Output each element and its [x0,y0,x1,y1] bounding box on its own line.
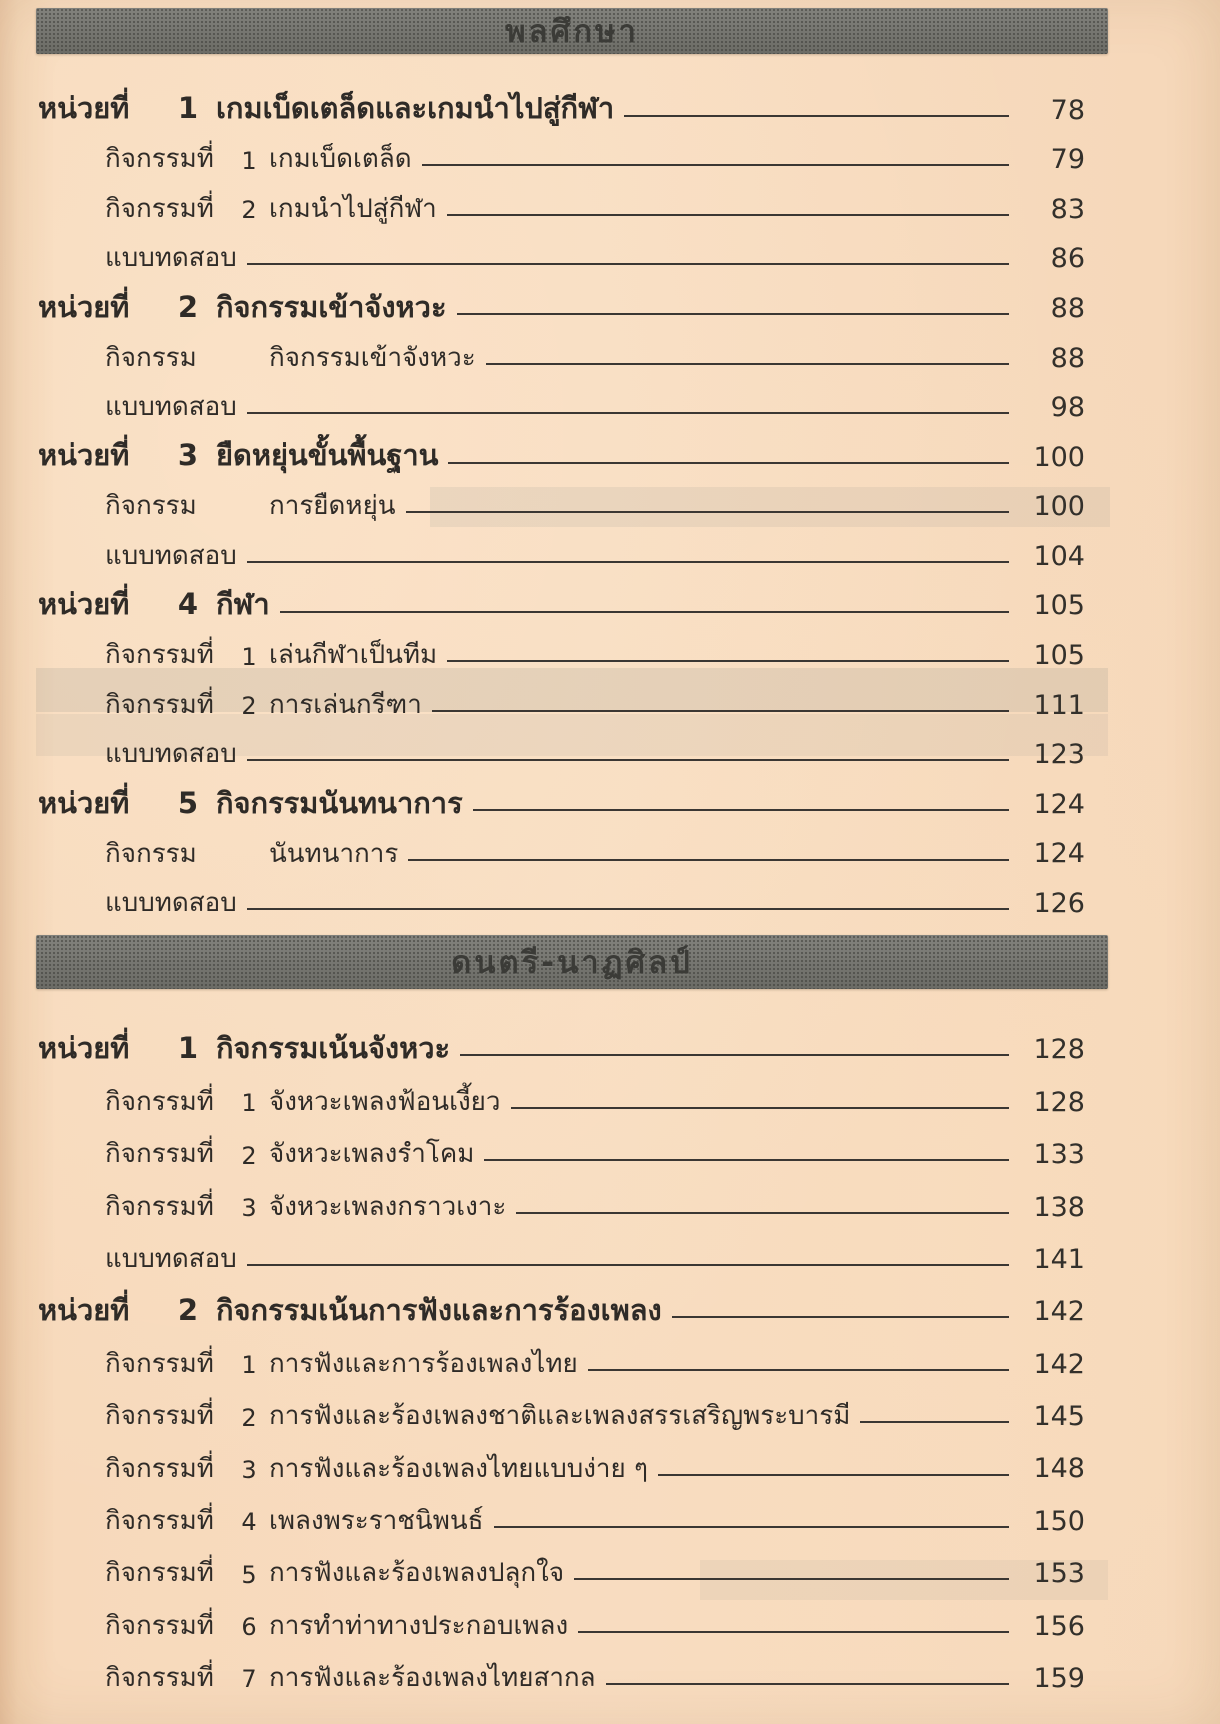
toc-row-unit [38,1013,1085,1065]
entry-title: การฟังและร้องเพลงชาติและเพลงสรรเสริญพระบารมี [269,1401,851,1432]
leader-line [460,1054,1009,1056]
entry-number: 3 [241,1193,257,1222]
section-header-music-dramatic-arts [36,935,1108,989]
page-number: 123 [1033,739,1085,771]
toc-row-unit [38,572,1085,622]
leader-line [422,164,1009,166]
toc-row-test [38,374,1085,424]
toc-row-activity [38,1065,1085,1117]
page-number: 83 [1050,193,1085,225]
toc-row-activity [38,1170,1085,1222]
leader-line [486,363,1009,365]
page-number: 86 [1050,243,1085,275]
page-number: 100 [1033,491,1085,523]
entry-label: หน่วยที่ [38,91,130,126]
leader-line [247,759,1009,761]
page-number: 126 [1033,888,1085,920]
leader-line [247,908,1009,910]
entry-number: 2 [177,289,199,324]
leader-line [511,1107,1010,1109]
entry-label: กิจกรรมที่ [105,1086,214,1117]
leader-line [484,1159,1009,1161]
toc-row-activity [38,175,1085,225]
leader-line [516,1212,1009,1214]
toc-row-activity [38,473,1085,523]
entry-label: แบบทดสอบ [105,739,237,770]
entry-number: 2 [241,1141,257,1170]
entry-title: เกมเบ็ดเตล็ดและเกมนำไปสู่กีฬา [216,91,615,126]
page-number: 150 [1033,1505,1085,1537]
leader-line [247,1264,1009,1266]
page-number: 128 [1033,1086,1085,1118]
page-number: 153 [1033,1558,1085,1590]
page-number: 104 [1033,540,1085,572]
page-number: 156 [1033,1610,1085,1642]
entry-title: การทำท่าทางประกอบเพลง [269,1610,569,1641]
entry-label: กิจกรรมที่ [105,640,214,671]
page-number: 100 [1033,441,1085,473]
entry-number: 2 [241,196,257,225]
page-number: 124 [1033,838,1085,870]
page-number: 142 [1033,1296,1085,1328]
entry-title: นันทนาการ [269,838,399,869]
entry-label: แบบทดสอบ [105,243,237,274]
leader-line [247,263,1009,265]
entry-title: ยืดหยุ่นขั้นพื้นฐาน [216,438,439,473]
entry-label: กิจกรรมที่ [105,1139,214,1170]
entry-title: การฟังและร้องเพลงปลุกใจ [269,1558,565,1589]
entry-number: 1 [241,1089,257,1118]
leader-line [473,809,1009,811]
entry-title: กิจกรรมเข้าจังหวะ [269,342,476,373]
entry-title: การฟังและร้องเพลงไทยสากล [269,1663,596,1694]
entry-label: กิจกรรมที่ [105,1348,214,1379]
toc-row-test [38,225,1085,275]
entry-title: การฟังและการร้องเพลงไทย [269,1348,578,1379]
leader-line [280,611,1009,613]
entry-number: 7 [241,1665,257,1694]
leader-line [406,511,1009,513]
entry-number: 3 [177,438,199,473]
entry-label: หน่วยที่ [38,785,130,820]
section-title: พลศึกษา [505,14,639,50]
leader-line [247,412,1009,414]
entry-title: การเล่นกรีฑา [269,689,422,720]
entry-title: กิจกรรมเน้นการฟังและการร้องเพลง [216,1293,662,1327]
entry-number: 1 [177,91,199,126]
entry-number: 6 [241,1613,257,1642]
leader-line [574,1578,1009,1580]
leader-line [447,660,1009,662]
entry-title: จังหวะเพลงฟ้อนเงี้ยว [269,1086,501,1117]
page-number: 141 [1033,1243,1085,1275]
toc-row-test [38,721,1085,771]
entry-number: 2 [241,692,257,721]
toc-section-1-rows [38,76,1085,919]
page-number: 111 [1033,689,1085,721]
toc-row-activity [38,1642,1085,1694]
entry-title: การยืดหยุ่น [269,491,396,522]
page-number: 148 [1033,1453,1085,1485]
page-number: 105 [1033,590,1085,622]
toc-row-test [38,522,1085,572]
entry-title: เกมเบ็ดเตล็ด [269,144,412,175]
entry-label: กิจกรรม [105,491,197,522]
entry-label: กิจกรรมที่ [105,1506,214,1537]
toc-row-activity [38,1380,1085,1432]
entry-label: กิจกรรมที่ [105,193,214,224]
page-number: 88 [1050,292,1085,324]
page-number: 105 [1033,640,1085,672]
entry-label: กิจกรรมที่ [105,1558,214,1589]
toc-row-activity [38,1589,1085,1641]
entry-title: กิจกรรมเข้าจังหวะ [216,289,447,324]
page-number: 142 [1033,1348,1085,1380]
entry-title: การฟังและร้องเพลงไทยแบบง่าย ๆ [269,1453,648,1484]
entry-number: 4 [241,1508,257,1537]
leader-line [432,710,1009,712]
leader-line [457,313,1009,315]
entry-label: กิจกรรมที่ [105,1663,214,1694]
page-number: 128 [1033,1034,1085,1066]
toc-row-unit [38,76,1085,126]
page-number: 159 [1033,1663,1085,1695]
toc-row-activity [38,324,1085,374]
entry-label: แบบทดสอบ [105,888,237,919]
toc-row-unit [38,274,1085,324]
section-title: ดนตรี-นาฏศิลป์ [451,945,693,981]
entry-label: กิจกรรมที่ [105,1401,214,1432]
entry-label: หน่วยที่ [38,1031,130,1066]
leader-line [247,561,1009,563]
leader-line [494,1526,1010,1528]
entry-label: แบบทดสอบ [105,392,237,423]
leader-line [658,1474,1009,1476]
entry-number: 3 [241,1455,257,1484]
leader-line [588,1369,1009,1371]
entry-title: กิจกรรมนันทนาการ [216,785,463,820]
entry-label: กิจกรรมที่ [105,689,214,720]
entry-title: กีฬา [216,587,270,622]
entry-title: เพลงพระราชนิพนธ์ [269,1506,484,1537]
entry-label: กิจกรรม [105,342,197,373]
page-number: 138 [1033,1191,1085,1223]
entry-title: กิจกรรมเน้นจังหวะ [216,1031,451,1066]
entry-label: หน่วยที่ [38,1293,130,1327]
page-number: 88 [1050,342,1085,374]
leader-line [578,1631,1009,1633]
page-number: 98 [1050,392,1085,424]
entry-label: กิจกรรมที่ [105,1191,214,1222]
entry-label: แบบทดสอบ [105,1244,237,1275]
leader-line [606,1683,1009,1685]
entry-number: 1 [177,1031,199,1066]
leader-line [624,115,1009,117]
entry-label: หน่วยที่ [38,438,130,473]
toc-row-activity [38,622,1085,672]
entry-label: กิจกรรมที่ [105,1453,214,1484]
toc-row-activity [38,1485,1085,1537]
entry-title: เล่นกีฬาเป็นทีม [269,640,438,671]
toc-row-activity [38,1537,1085,1589]
page-number: 79 [1050,144,1085,176]
toc-row-test [38,1223,1085,1275]
entry-title: จังหวะเพลงกราวเงาะ [269,1191,507,1222]
entry-number: 2 [177,1293,199,1327]
entry-title: จังหวะเพลงรำโคม [269,1139,475,1170]
leader-line [860,1421,1009,1423]
leader-line [672,1316,1009,1318]
toc-row-activity [38,671,1085,721]
toc-row-activity [38,820,1085,870]
section-header-physical-education [36,8,1108,54]
page-number: 145 [1033,1401,1085,1433]
toc-row-activity [38,1118,1085,1170]
toc-section-2-rows [38,1013,1085,1694]
leader-line [447,214,1009,216]
toc-row-test [38,870,1085,920]
entry-number: 1 [241,146,257,175]
entry-number: 1 [241,1351,257,1380]
entry-number: 5 [241,1560,257,1589]
page-number: 124 [1033,788,1085,820]
toc-row-activity [38,1432,1085,1484]
page-number: 133 [1033,1139,1085,1171]
entry-label: แบบทดสอบ [105,541,237,572]
entry-label: กิจกรรม [105,838,197,869]
leader-line [448,462,1009,464]
page-number: 78 [1050,94,1085,126]
entry-number: 4 [177,587,199,622]
leader-line [408,859,1009,861]
entry-number: 2 [241,1403,257,1432]
toc-row-activity [38,126,1085,176]
entry-label: หน่วยที่ [38,587,130,622]
entry-label: กิจกรรมที่ [105,1610,214,1641]
entry-title: เกมนำไปสู่กีฬา [269,193,437,224]
toc-row-unit [38,770,1085,820]
toc-row-activity [38,1327,1085,1379]
toc-row-unit [38,1275,1085,1327]
entry-number: 5 [177,785,199,820]
entry-number: 1 [241,642,257,671]
toc-row-unit [38,423,1085,473]
entry-label: กิจกรรมที่ [105,144,214,175]
entry-label: หน่วยที่ [38,289,130,324]
